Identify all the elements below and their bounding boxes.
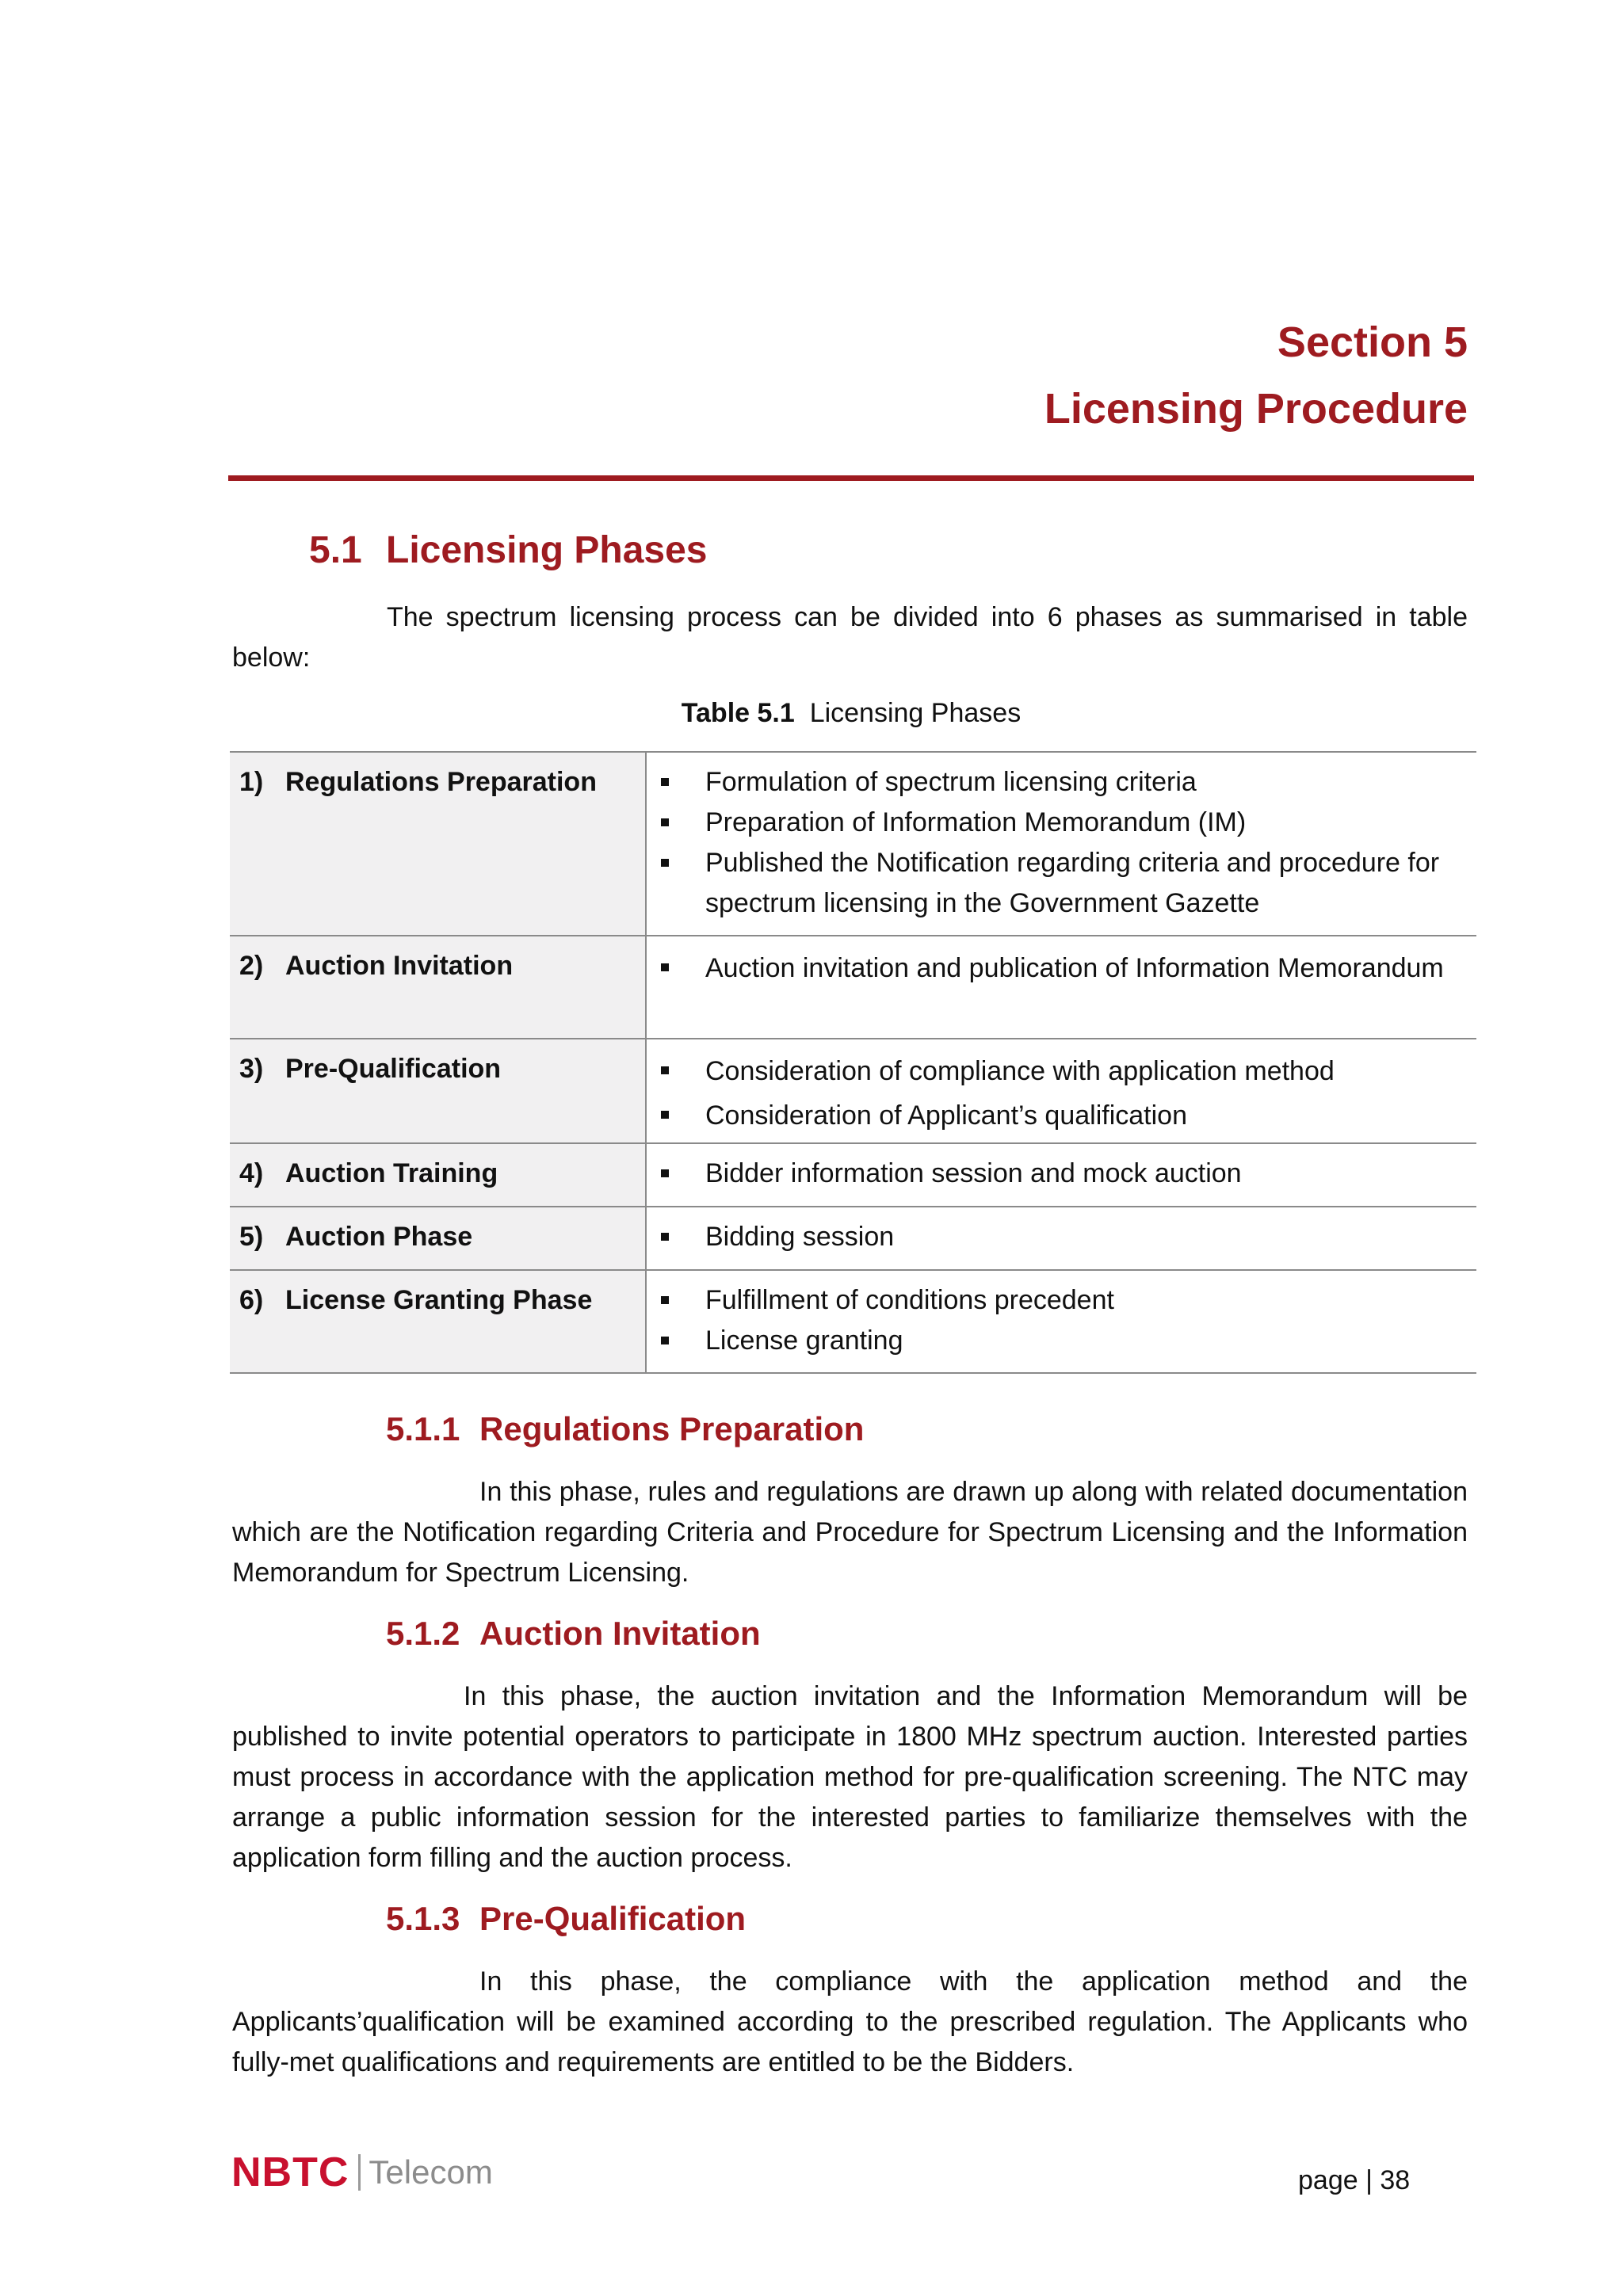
heading-number: 5.1.3 (386, 1900, 460, 1937)
bullet-icon (653, 1321, 674, 1361)
intro-paragraph: The spectrum licensing process can be divided into 6 phases as summarised in table below: (232, 602, 1468, 673)
bullet-icon (653, 946, 674, 996)
table-row (230, 1039, 1476, 1143)
bullet-icon (653, 1093, 674, 1138)
table-row (230, 1270, 1476, 1373)
logo-subtitle: Telecom (369, 2153, 493, 2191)
page-number: page | 38 (1298, 2165, 1411, 2195)
task-text: Consideration of compliance with application method (705, 1056, 1335, 1086)
task-item (647, 803, 1476, 843)
licensing-phases-table (230, 751, 1476, 1374)
task-text: License granting (705, 1325, 903, 1356)
table-row (230, 1143, 1476, 1207)
phase-number: 1) (239, 767, 264, 797)
heading-regulations-preparation (386, 1405, 864, 1453)
table-caption-label: Table 5.1 (681, 698, 795, 728)
task-item (647, 1049, 1476, 1093)
task-item (647, 1280, 1476, 1321)
heading-number: 5.1 (309, 529, 362, 571)
section-number: Section 5 (1277, 318, 1468, 366)
logo-wordmark: NBTC (231, 2149, 349, 2195)
task-text: Published the Notification regarding criteria and procedure for spectrum licensing in the Government Gazette (705, 848, 1440, 918)
task-item (647, 1217, 1476, 1257)
task-item (647, 1321, 1476, 1361)
task-text: Fulfillment of conditions precedent (705, 1285, 1114, 1315)
section-title: Licensing Procedure (1044, 385, 1468, 433)
heading-title: Pre-Qualification (479, 1900, 747, 1937)
tasks-cell (646, 1270, 1476, 1373)
regulations-preparation-paragraph: In this phase, rules and regulations are drawn up along with related documentation which are the Notification regarding Criteria and Procedure for Spectrum Licensing and the Information Memorandum for Spectrum Licensing. (232, 1477, 1468, 1588)
task-item (647, 1154, 1476, 1194)
heading-number: 5.1.1 (386, 1410, 460, 1447)
auction-invitation-paragraph: In this phase, the auction invitation and the Information Memorandum will be published to invite potential operators to participate in 1800 MHz spectrum auction. Interested parties must process in accordance with the application method for pre-qualification screening. The NTC may arrange a public information session for the interested parties to familiarize themselves with the application form filling and the auction process. (232, 1681, 1468, 1873)
phase-name: Pre-Qualification (285, 1054, 502, 1084)
phase-cell (230, 1270, 646, 1373)
table-row (230, 752, 1476, 936)
phase-cell (230, 1143, 646, 1207)
phase-cell (230, 1207, 646, 1270)
phase-name: License Granting Phase (285, 1285, 593, 1315)
task-text: Bidding session (705, 1222, 895, 1252)
bullet-icon (653, 843, 674, 924)
phase-name: Auction Invitation (285, 951, 514, 981)
phase-number: 4) (239, 1158, 264, 1188)
tasks-cell (646, 1207, 1476, 1270)
phase-cell (230, 752, 646, 936)
heading-title: Licensing Phases (386, 529, 708, 571)
phase-number: 2) (239, 951, 264, 981)
task-item (647, 1093, 1476, 1138)
nbtc-telecom-logo (231, 2149, 493, 2196)
phase-name: Auction Phase (285, 1222, 473, 1252)
bullet-icon (653, 1049, 674, 1093)
task-text: Auction invitation and publication of Information Memorandum (705, 953, 1444, 983)
heading-title: Regulations Preparation (479, 1410, 865, 1447)
bullet-icon (653, 762, 674, 803)
task-text: Formulation of spectrum licensing criteria (705, 767, 1197, 797)
tasks-cell (646, 936, 1476, 1039)
task-text: Preparation of Information Memorandum (IM) (705, 807, 1247, 837)
task-text: Bidder information session and mock auction (705, 1158, 1242, 1188)
bullet-icon (653, 1280, 674, 1321)
table-row (230, 936, 1476, 1039)
phase-cell (230, 936, 646, 1039)
phase-number: 3) (239, 1054, 264, 1084)
phase-name: Regulations Preparation (285, 767, 597, 797)
heading-licensing-phases (309, 523, 708, 578)
bullet-icon (653, 803, 674, 843)
table-caption (0, 694, 1623, 732)
header-divider (228, 475, 1474, 481)
heading-title: Auction Invitation (479, 1615, 761, 1652)
task-text: Consideration of Applicant’s qualification (705, 1100, 1187, 1131)
tasks-cell (646, 1039, 1476, 1143)
tasks-cell (646, 752, 1476, 936)
heading-pre-qualification (386, 1895, 746, 1943)
table-row (230, 1207, 1476, 1270)
bullet-icon (653, 1154, 674, 1194)
heading-auction-invitation (386, 1610, 761, 1657)
task-item (647, 762, 1476, 803)
phase-cell (230, 1039, 646, 1143)
phase-name: Auction Training (285, 1158, 498, 1188)
phase-number: 5) (239, 1222, 264, 1252)
tasks-cell (646, 1143, 1476, 1207)
task-item (647, 946, 1476, 996)
heading-number: 5.1.2 (386, 1615, 460, 1652)
section-header (228, 309, 1468, 442)
phase-number: 6) (239, 1285, 264, 1315)
task-item (647, 843, 1476, 924)
pre-qualification-paragraph: In this phase, the compliance with the application method and the Applicants’qualification will be examined according to the prescribed regulation. The Applicants who fully-met qualifications and requirements are entitled to be the Bidders. (232, 1966, 1468, 2077)
table-caption-title: Licensing Phases (809, 698, 1022, 728)
bullet-icon (653, 1217, 674, 1257)
logo-divider (358, 2154, 361, 2191)
